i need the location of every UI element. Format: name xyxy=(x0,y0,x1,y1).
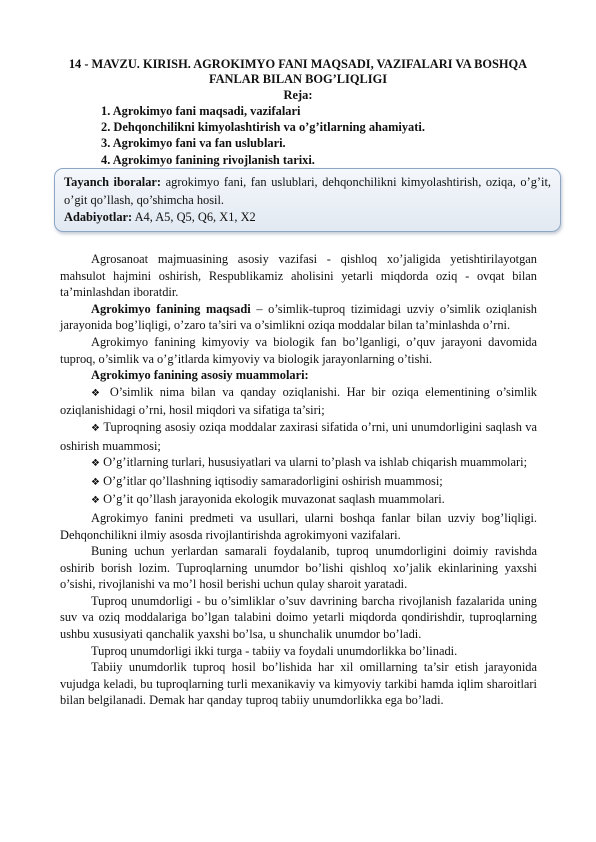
paragraph: Buning uchun yerlardan samarali foydalanib, tuproq unumdorligini doimiy ravishda oshirib borish lozim. Tuproqlarning unumdor bo’lishi qishloq xo’jalik ekinlarining yaxshi o’sishi, rivojlanishi va mo’l hosil berishi uchun qulay sharoit yaratadi. xyxy=(60,544,537,592)
plan-item: 3. Agrokimyo fani va fan uslublari. xyxy=(101,136,286,151)
paragraph: Agrosanoat majmuasining asosiy vazifasi - qishloq xo’jaligida yetishtirilayotgan mahsulot hajmini oshirish, Respublikamiz aholisini yetarli miqdorda oziq - ovqat bilan ta’minlashdan iboratdir. xyxy=(60,252,537,300)
paragraph-bold-lead: Agrokimyo fanining maqsadi xyxy=(91,301,251,316)
diamond-bullet-icon: ❖ xyxy=(91,495,100,507)
diamond-bullet-icon: ❖ xyxy=(91,387,104,399)
diamond-bullet-icon: ❖ xyxy=(91,458,100,470)
bullet-item: ❖ O’g’it qo’llash jarayonida ekologik muvazonat saqlash muammolari. xyxy=(91,492,445,507)
paragraph: Tuproq unumdorligi - bu o’simliklar o’suv davrining barcha rivojlanish fazalarida uning suv va oziq moddalariga bo’lgan talabini doimo yetarli miqdorda qondirishdir, tuproqlarning ushbu xususiyati qanchalik yaxshi bo’lsa, u shunchalik unumdor bo’ladi. xyxy=(60,593,537,642)
paragraph: Agrokimyo fanining kimyoviy va biologik fan bo’lganligi, o’quv jarayoni davomida tuproq, o’simlik va o’g’itlarda kimyoviy va biologik jarayonlarning o’tishi. xyxy=(60,334,537,366)
paragraph-text: – o’simlik-tuproq tizimidagi uzviy o’simlik oziqlanish jarayonida bog’liqligi, o’zaro ta’siri va o’simlikni oziqa moddalar bilan ta’minlashda o’rni. xyxy=(60,301,537,333)
bullet-item: ❖ O’g’itlar qo’llashning iqtisodiy samaradorligini oshirish muammosi; xyxy=(91,473,443,488)
keywords-box xyxy=(54,168,561,232)
keywords-text: agrokimyo fani, fan uslublari, dehqonchilikni kimyolashtirish, oziqa, o’g’it, o’git qo’llash, qo’shimcha hosil. xyxy=(64,175,551,207)
paragraph: Agrokimyo fanini predmeti va usullari, ularni boshqa fanlar bilan uzviy bog’liqligi. Dehqonchilikni ilmiy asosda rivojlantirishda agrokimyoni vazifalari. xyxy=(60,510,537,542)
keywords-line xyxy=(64,174,551,209)
paragraph: Tabiiy unumdorlik tuproq hosil bo’lishida har xil omillarning ta’sir etish jarayonida vujudga keladi, bu tuproqlarning turli mexanikaviy va kimyoviy tarkibi hamda iqlim sharoitlari bilan belgilanadi. Demak har qanday tuproq tabiiy unumdorlikka ega bo’ladi. xyxy=(60,660,537,708)
paragraph: Tuproq unumdorligi ikki turga - tabiiy va foydali unumdorlikka bo’linadi. xyxy=(91,643,458,658)
literature-label: Adabiyotlar: xyxy=(64,210,133,224)
diamond-bullet-icon: ❖ xyxy=(91,422,101,434)
paragraph xyxy=(60,301,537,334)
literature-text: A4, A5, Q5, Q6, X1, X2 xyxy=(132,210,256,224)
plan-list xyxy=(101,103,425,168)
plan-item: 2. Dehqonchilikni kimyolashtirish va o’g’itlarning ahamiyati. xyxy=(101,120,425,135)
bullet-item: ❖ O’simlik nima bilan va qanday oziqlanishi. Har bir oziqa elementining o’simlik oziqlanishidagi o’rni, hosil miqdori va sifatiga ta’siri; xyxy=(60,384,537,418)
bullet-item: ❖ O’g’itlarning turlari, hususiyatlari va ularni to’plash va ishlab chiqarish muammolari; xyxy=(91,455,528,470)
plan-item: 1. Agrokimyo fani maqsadi, vazifalari xyxy=(101,104,301,118)
page-title: 14 - MAVZU. KIRISH. AGROKIMYO FANI MAQSADI, VAZIFALARI VA BOSHQA FANLAR BILAN BOG’LIQLIGI xyxy=(68,57,528,86)
plan-item: 4. Agrokimyo fanining rivojlanish tarixi. xyxy=(101,152,315,167)
body-text xyxy=(60,251,537,709)
section-heading: Agrokimyo fanining asosiy muammolari: xyxy=(91,368,309,383)
plan-label: Reja: xyxy=(283,88,313,102)
bullet-item: ❖ Tuproqning asosiy oziqa moddalar zaxirasi sifatida o’rni, uni unumdorligini saqlash va oshirish muammosi; xyxy=(60,419,538,453)
diamond-bullet-icon: ❖ xyxy=(91,476,100,488)
literature-line xyxy=(64,209,551,227)
keywords-label: Tayanch iboralar: xyxy=(64,175,162,189)
